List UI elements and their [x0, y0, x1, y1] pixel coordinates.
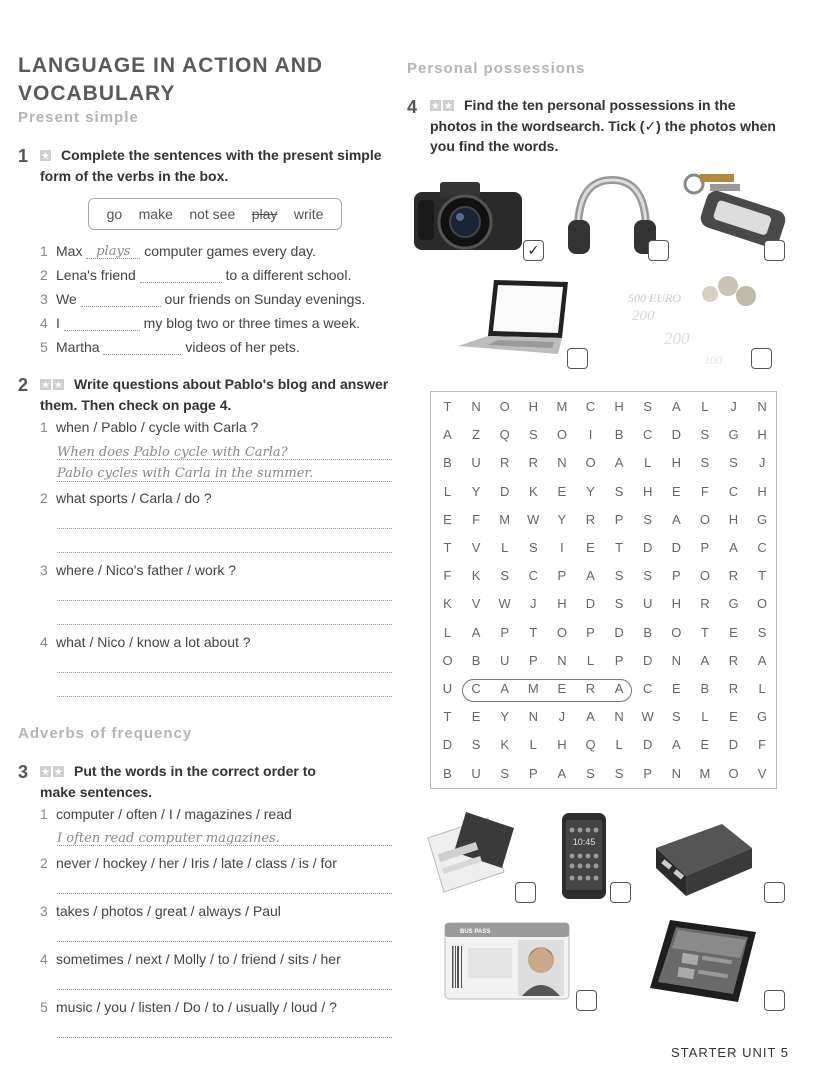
wordsearch-cell[interactable]: O — [556, 624, 567, 640]
wordsearch-cell[interactable]: D — [499, 483, 510, 499]
wordsearch-cell[interactable]: D — [642, 540, 653, 555]
wordsearch-cell[interactable]: A — [500, 681, 510, 696]
answer-line[interactable] — [57, 672, 392, 673]
tick-box-headphones[interactable] — [648, 240, 669, 261]
wordsearch-cell[interactable]: H — [671, 596, 681, 612]
ex3-item-3 — [40, 903, 281, 919]
item-number: 3 — [40, 903, 48, 919]
wordsearch-cell[interactable]: V — [471, 540, 481, 555]
wordsearch-cell[interactable]: E — [700, 737, 710, 753]
wordsearch-cell[interactable]: U — [471, 765, 481, 781]
bus-pass-photo — [444, 922, 570, 1000]
ex1-number: 1 — [18, 146, 29, 166]
ex2-item-3 — [40, 562, 236, 578]
wordsearch-grid — [430, 391, 777, 789]
wordsearch-cell[interactable]: O — [442, 652, 453, 668]
wordsearch-cell[interactable]: T — [443, 399, 452, 414]
answer-line[interactable] — [57, 1037, 392, 1038]
wordsearch-cell[interactable]: C — [471, 681, 481, 696]
ex1-instr-line2: form of the verbs in the box. — [40, 168, 229, 185]
wordsearch-cell[interactable]: H — [557, 596, 567, 612]
wordsearch-cell[interactable]: S — [500, 765, 510, 781]
ex2-answer-1a: When does Pablo cycle with Carla? — [57, 445, 288, 460]
item-number: 1 — [40, 419, 48, 435]
wordsearch-cell[interactable]: H — [728, 511, 739, 527]
answer-field[interactable] — [64, 316, 140, 331]
wordsearch-cell[interactable]: N — [614, 709, 624, 725]
wordsearch-cell[interactable]: R — [585, 511, 596, 527]
wordsearch-cell[interactable]: J — [530, 596, 537, 612]
wordsearch-cell[interactable]: A — [757, 652, 767, 668]
item-prompt: where / Nico's father / work ? — [56, 562, 237, 578]
tick-box-bus-pass[interactable] — [576, 990, 597, 1011]
wordsearch-cell[interactable]: G — [728, 427, 739, 443]
item-prompt: what sports / Carla / do ? — [56, 490, 212, 506]
wordsearch-cell[interactable]: F — [472, 511, 481, 527]
wordsearch-cell[interactable]: Y — [586, 483, 595, 499]
wordsearch-cell[interactable]: S — [614, 765, 624, 781]
wordsearch-cell[interactable]: T — [758, 568, 767, 584]
wordsearch-cell[interactable]: S — [643, 511, 653, 527]
svg-text:100: 100 — [704, 353, 722, 366]
wordsearch-cell[interactable]: R — [728, 681, 739, 696]
wordsearch-cell[interactable]: A — [700, 652, 710, 668]
headphones-photo — [566, 170, 658, 256]
wordsearch-cell[interactable]: N — [671, 652, 681, 668]
wordsearch-cell[interactable]: J — [730, 399, 737, 414]
ex4-instr-line3: you find the words. — [430, 138, 559, 155]
wordsearch-cell[interactable]: S — [700, 455, 710, 471]
wordsearch-cell[interactable]: S — [643, 568, 653, 584]
wordsearch-cell[interactable]: H — [642, 483, 653, 499]
ex4-instr-line1: Find the ten personal possessions in the — [464, 97, 736, 113]
item-number: 4 — [40, 634, 48, 650]
ex2-instr-line1: Write questions about Pablo's blog and answer — [74, 376, 389, 392]
camera-photo — [410, 170, 526, 256]
ex4-number: 4 — [407, 97, 418, 117]
section-personal-possessions: Personal possessions — [407, 60, 586, 77]
answer-line[interactable] — [57, 941, 392, 942]
wordsearch-cell[interactable]: H — [671, 455, 681, 471]
wordsearch-cell[interactable]: T — [529, 624, 538, 640]
tick-box-laptop[interactable] — [567, 348, 588, 369]
wordsearch-cell[interactable]: E — [671, 681, 681, 696]
word-write: write — [293, 206, 324, 222]
item-text: I — [56, 315, 60, 331]
item-prompt: takes / photos / great / always / Paul — [56, 903, 281, 919]
wordsearch-cell[interactable]: P — [528, 652, 538, 668]
ex3-instr-line2: make sentences. — [40, 784, 153, 801]
wordsearch-cell[interactable]: D — [642, 737, 653, 753]
wordsearch-cell[interactable]: O — [728, 765, 739, 781]
wordsearch-cell[interactable]: M — [499, 511, 511, 527]
svg-text:200: 200 — [632, 308, 655, 324]
wordsearch-cell[interactable]: P — [586, 624, 595, 640]
ex3-item-1 — [40, 806, 292, 822]
item-number: 4 — [40, 315, 48, 331]
wordsearch-cell[interactable]: P — [528, 765, 538, 781]
item-number: 5 — [40, 999, 48, 1015]
answer-line[interactable] — [57, 459, 392, 460]
wordsearch-cell[interactable]: C — [642, 427, 653, 443]
tick-box-power-bank[interactable] — [764, 882, 785, 903]
answer-line[interactable] — [57, 893, 392, 894]
wordsearch-cell[interactable]: R — [499, 455, 510, 471]
item-number: 2 — [40, 267, 48, 283]
wordsearch-cell[interactable]: Y — [471, 483, 481, 499]
difficulty-stars-icon — [40, 375, 66, 395]
wordsearch-cell[interactable]: E — [729, 709, 738, 725]
wordsearch-cell[interactable]: D — [728, 737, 739, 753]
tick-box-money[interactable] — [751, 348, 772, 369]
wordsearch-cell[interactable]: G — [728, 596, 739, 612]
wordsearch-cell[interactable]: Y — [500, 709, 510, 725]
wordsearch-cell[interactable]: E — [557, 681, 567, 696]
wordsearch-cell[interactable]: C — [757, 540, 767, 555]
wordsearch-cell[interactable]: S — [700, 427, 710, 443]
wordsearch-cell[interactable]: G — [757, 709, 768, 725]
wordsearch-cell[interactable]: N — [557, 455, 567, 471]
wordsearch-cell[interactable]: I — [588, 427, 593, 443]
wordsearch-cell[interactable]: D — [671, 540, 681, 555]
wordsearch-cell[interactable]: R — [585, 681, 596, 696]
wordsearch-cell[interactable]: B — [643, 624, 653, 640]
wordsearch-cell[interactable]: B — [700, 681, 710, 696]
answer-line[interactable] — [57, 528, 392, 529]
passport-tickets-photo — [418, 808, 518, 898]
wordsearch-cell[interactable]: U — [499, 652, 510, 668]
wordsearch-cell[interactable]: D — [642, 652, 653, 668]
wordsearch-cell[interactable]: T — [700, 624, 709, 640]
item-text: to a different school. — [225, 267, 352, 283]
tick-box-mobile-phone[interactable] — [610, 882, 631, 903]
wordsearch-cell[interactable]: N — [757, 399, 767, 414]
page-title-line1: LANGUAGE IN ACTION AND — [18, 54, 324, 77]
wordsearch-cell[interactable]: L — [615, 737, 623, 753]
wordsearch-cell[interactable]: M — [527, 681, 539, 696]
wordsearch-cell[interactable]: L — [701, 709, 709, 725]
wordsearch-cell[interactable]: U — [442, 681, 453, 696]
page-title — [18, 52, 323, 108]
wordsearch-cell[interactable]: S — [586, 765, 595, 781]
ex1-item-3 — [40, 291, 365, 307]
wordsearch-cell[interactable]: P — [643, 765, 653, 781]
answer-field[interactable]: plays — [86, 244, 140, 259]
wordsearch-cell[interactable]: O — [585, 455, 596, 471]
wordsearch-cell[interactable]: K — [471, 568, 481, 584]
wordsearch-cell[interactable]: K — [528, 483, 538, 499]
wordsearch-cell[interactable]: A — [557, 765, 567, 781]
item-number: 1 — [40, 806, 48, 822]
wordsearch-cell[interactable]: L — [644, 455, 652, 471]
ex1-instructions — [40, 145, 400, 186]
wordsearch-cell[interactable]: L — [758, 681, 766, 696]
wordsearch-cell[interactable]: A — [443, 427, 452, 443]
wordsearch-cell[interactable]: C — [728, 483, 739, 499]
item-number: 2 — [40, 490, 48, 506]
answer-line[interactable] — [57, 624, 392, 625]
wordsearch-cell[interactable]: E — [443, 511, 452, 527]
difficulty-stars-icon — [430, 96, 456, 116]
found-word-ring-camera — [462, 679, 632, 702]
wordsearch-cell[interactable]: L — [501, 540, 509, 555]
money-label: 500 EURO — [628, 291, 681, 305]
wordsearch-cell[interactable]: B — [614, 427, 624, 443]
wordsearch-cell[interactable]: S — [471, 737, 481, 753]
wordsearch-cell[interactable]: A — [614, 455, 624, 471]
wordsearch-cell[interactable]: L — [443, 624, 452, 640]
wordsearch-cell[interactable]: F — [758, 737, 767, 753]
item-number: 5 — [40, 339, 48, 355]
item-number: 4 — [40, 951, 48, 967]
word-play-crossed: play — [251, 206, 278, 222]
wordsearch-cell[interactable]: O — [671, 624, 682, 640]
wordsearch-cell[interactable]: R — [728, 652, 739, 668]
wordsearch-cell[interactable]: N — [471, 399, 481, 414]
wordsearch-cell[interactable]: D — [442, 737, 453, 753]
wordsearch-cell[interactable]: S — [614, 596, 624, 612]
word-go: go — [106, 206, 123, 222]
wordsearch-cell[interactable]: B — [443, 455, 452, 471]
item-text: Lena's friend — [56, 267, 136, 283]
answer-line[interactable] — [57, 845, 392, 846]
ex4-instructions — [430, 95, 810, 156]
ex1-instr-line1: Complete the sentences with the present simple — [61, 147, 382, 163]
phone-time: 10:45 — [572, 837, 596, 847]
item-text: our friends on Sunday evenings. — [164, 291, 366, 307]
item-number: 3 — [40, 562, 48, 578]
answer-line[interactable] — [57, 696, 392, 697]
ex3-instructions — [40, 761, 400, 802]
answer-line[interactable] — [57, 989, 392, 990]
ex2-number: 2 — [18, 375, 29, 395]
item-prompt: sometimes / next / Molly / to / friend / sits / her — [56, 951, 341, 967]
ex2-item-4 — [40, 634, 251, 650]
item-text: my blog two or three times a week. — [143, 315, 360, 331]
wordsearch-cell[interactable]: R — [728, 568, 739, 584]
wordsearch-cell[interactable]: P — [557, 568, 567, 584]
ex1-item-2 — [40, 267, 351, 283]
wordsearch-cell[interactable]: O — [699, 568, 710, 584]
wordsearch-cell[interactable]: T — [615, 540, 624, 555]
wordsearch-cell[interactable]: B — [471, 652, 481, 668]
answer-line[interactable] — [57, 600, 392, 601]
wordsearch-cell[interactable]: U — [471, 455, 481, 471]
word-make: make — [138, 206, 173, 222]
answer-field[interactable] — [140, 268, 222, 283]
answer-line[interactable] — [57, 481, 392, 482]
ex2-item-1 — [40, 419, 258, 435]
wordsearch-cell[interactable]: W — [498, 596, 511, 612]
wordsearch-cell[interactable]: I — [560, 540, 564, 555]
wordsearch-cell[interactable]: C — [642, 681, 653, 696]
wordsearch-cell[interactable]: G — [757, 511, 768, 527]
wordsearch-cell[interactable]: N — [671, 765, 681, 781]
item-text: computer games every day. — [144, 243, 316, 259]
wordsearch-cell[interactable]: C — [585, 399, 596, 414]
wordsearch-cell[interactable]: T — [443, 709, 452, 725]
answer-line[interactable] — [57, 552, 392, 553]
item-number: 2 — [40, 855, 48, 871]
wordsearch-cell[interactable]: S — [614, 483, 624, 499]
word-not-see: not see — [189, 206, 236, 222]
wordsearch-cell[interactable]: S — [729, 455, 738, 471]
wordsearch-cell[interactable]: S — [500, 568, 510, 584]
wordsearch-cell[interactable]: A — [471, 624, 481, 640]
ex3-answer-1: I often read computer magazines. — [57, 831, 280, 846]
wordsearch-cell[interactable]: A — [586, 568, 595, 584]
wordsearch-cell[interactable]: Q — [585, 737, 596, 753]
wordsearch-cell[interactable]: E — [557, 483, 567, 499]
wordsearch-cell[interactable]: H — [557, 737, 567, 753]
wordsearch-cell[interactable]: H — [528, 399, 538, 414]
wordsearch-cell[interactable]: S — [528, 540, 538, 555]
section-adverbs: Adverbs of frequency — [18, 725, 193, 742]
wordsearch-cell[interactable]: E — [671, 483, 681, 499]
wordsearch-cell[interactable]: K — [443, 596, 452, 612]
ex2-instructions — [40, 374, 410, 415]
item-prompt: computer / often / I / magazines / read — [56, 806, 292, 822]
wordsearch-cell[interactable]: M — [699, 765, 711, 781]
tick-box-tablet[interactable] — [764, 990, 785, 1011]
wordsearch-cell[interactable]: A — [671, 737, 681, 753]
ex3-item-5 — [40, 999, 337, 1015]
tick-box-keys[interactable] — [764, 240, 785, 261]
wordsearch-cell[interactable]: W — [641, 709, 654, 725]
item-prompt: music / you / listen / Do / to / usually / loud / ? — [56, 999, 337, 1015]
wordsearch-cell[interactable]: R — [700, 596, 710, 612]
section-present-simple: Present simple — [18, 109, 139, 126]
laptop-photo — [458, 276, 574, 360]
wordsearch-cell[interactable]: W — [527, 511, 540, 527]
wordsearch-cell[interactable]: L — [529, 737, 537, 753]
wordsearch-cell[interactable]: J — [558, 709, 566, 725]
tick-box-camera[interactable]: ✓ — [523, 240, 544, 261]
ex2-item-2 — [40, 490, 212, 506]
answer-field[interactable] — [81, 292, 161, 307]
wordsearch-cell[interactable]: D — [671, 427, 681, 443]
wordsearch-cell[interactable]: F — [443, 568, 452, 584]
word-box — [88, 198, 342, 230]
ex3-number: 3 — [18, 762, 29, 782]
wordsearch-cell[interactable]: Z — [472, 427, 481, 443]
item-text: We — [56, 291, 77, 307]
difficulty-stars-icon — [40, 762, 66, 782]
ex1-item-4 — [40, 315, 360, 331]
wordsearch-cell[interactable]: E — [729, 624, 738, 640]
wordsearch-cell[interactable]: L — [443, 483, 452, 499]
wordsearch-cell[interactable]: H — [757, 483, 767, 499]
wordsearch-cell[interactable]: R — [528, 455, 538, 471]
wordsearch-cell[interactable]: E — [471, 709, 481, 725]
wordsearch-cell[interactable]: S — [757, 624, 767, 640]
item-prompt: what / Nico / know a lot about ? — [56, 634, 251, 650]
ex4-instr-line2: photos in the wordsearch. Tick (✓) the photos when — [430, 118, 776, 135]
difficulty-star-icon — [40, 146, 53, 166]
tick-box-passport[interactable] — [515, 882, 536, 903]
page-title-line2: VOCABULARY — [18, 82, 176, 105]
ex2-instr-line2: them. Then check on page 4. — [40, 397, 232, 414]
wordsearch-cell[interactable]: O — [757, 596, 768, 612]
item-text: Martha — [56, 339, 100, 355]
wordsearch-cell[interactable]: S — [671, 709, 681, 725]
wordsearch-cell[interactable]: P — [700, 540, 710, 555]
wordsearch-cell[interactable]: M — [556, 399, 568, 414]
wordsearch-cell[interactable]: J — [758, 455, 766, 471]
wordsearch-cell[interactable]: B — [443, 765, 452, 781]
tablet-photo — [648, 918, 758, 1004]
item-prompt: never / hockey / her / Iris / late / class / is / for — [56, 855, 337, 871]
wordsearch-cell[interactable]: S — [614, 568, 624, 584]
svg-text:200: 200 — [664, 329, 690, 348]
ex3-item-2 — [40, 855, 337, 871]
ex2-answer-1b: Pablo cycles with Carla in the summer. — [57, 466, 314, 481]
wordsearch-cell[interactable]: P — [614, 652, 624, 668]
wordsearch-cell[interactable]: A — [671, 399, 681, 414]
answer-field[interactable] — [103, 340, 181, 355]
wordsearch-cell[interactable]: D — [614, 624, 624, 640]
wordsearch-cell[interactable]: O — [699, 511, 710, 527]
wordsearch-cell[interactable]: N — [528, 709, 538, 725]
item-number: 1 — [40, 243, 48, 259]
wordsearch-cell[interactable]: Q — [499, 427, 510, 443]
item-text: videos of her pets. — [185, 339, 300, 355]
bus-pass-label: BUS PASS — [460, 929, 491, 935]
wordsearch-cell[interactable]: S — [528, 427, 538, 443]
page-footer: STARTER UNIT 5 — [671, 1045, 790, 1060]
item-number: 3 — [40, 291, 48, 307]
wordsearch-cell[interactable]: K — [500, 737, 510, 753]
wordsearch-cell[interactable]: F — [700, 483, 709, 499]
wordsearch-cell[interactable]: V — [757, 765, 767, 781]
wordsearch-cell[interactable]: H — [757, 427, 767, 443]
mobile-phone-photo — [561, 812, 607, 900]
item-prompt: when / Pablo / cycle with Carla ? — [56, 419, 259, 435]
wordsearch-cell[interactable]: P — [500, 624, 510, 640]
wordsearch-cell[interactable]: H — [614, 399, 624, 414]
wordsearch-cell[interactable]: T — [443, 540, 452, 555]
wordsearch-cell[interactable]: P — [671, 568, 681, 584]
wordsearch-cell[interactable]: A — [729, 540, 738, 555]
wordsearch-cell[interactable]: Y — [557, 511, 567, 527]
ex1-item-5 — [40, 339, 300, 355]
ex3-item-4 — [40, 951, 341, 967]
wordsearch-cell[interactable]: A — [586, 709, 595, 725]
wordsearch-cell[interactable]: V — [471, 596, 481, 612]
power-bank-photo — [652, 818, 756, 898]
wordsearch-cell[interactable]: D — [585, 596, 596, 612]
wordsearch-cell[interactable]: N — [557, 652, 567, 668]
ex1-item-1 — [40, 243, 316, 259]
wordsearch-cell[interactable]: U — [642, 596, 653, 612]
wordsearch-cell[interactable]: C — [528, 568, 538, 584]
item-text: Max — [56, 243, 83, 259]
wordsearch-cell[interactable]: A — [614, 681, 624, 696]
wordsearch-cell[interactable]: O — [556, 427, 567, 443]
wordsearch-cell[interactable]: E — [586, 540, 595, 555]
wordsearch-cell[interactable]: A — [671, 511, 681, 527]
wordsearch-cell[interactable]: L — [701, 399, 709, 414]
wordsearch-cell[interactable]: O — [499, 399, 510, 414]
wordsearch-cell[interactable]: S — [643, 399, 653, 414]
wordsearch-cell[interactable]: L — [586, 652, 595, 668]
wordsearch-cell[interactable]: P — [614, 511, 624, 527]
ex3-instr-line1: Put the words in the correct order to — [74, 763, 316, 779]
